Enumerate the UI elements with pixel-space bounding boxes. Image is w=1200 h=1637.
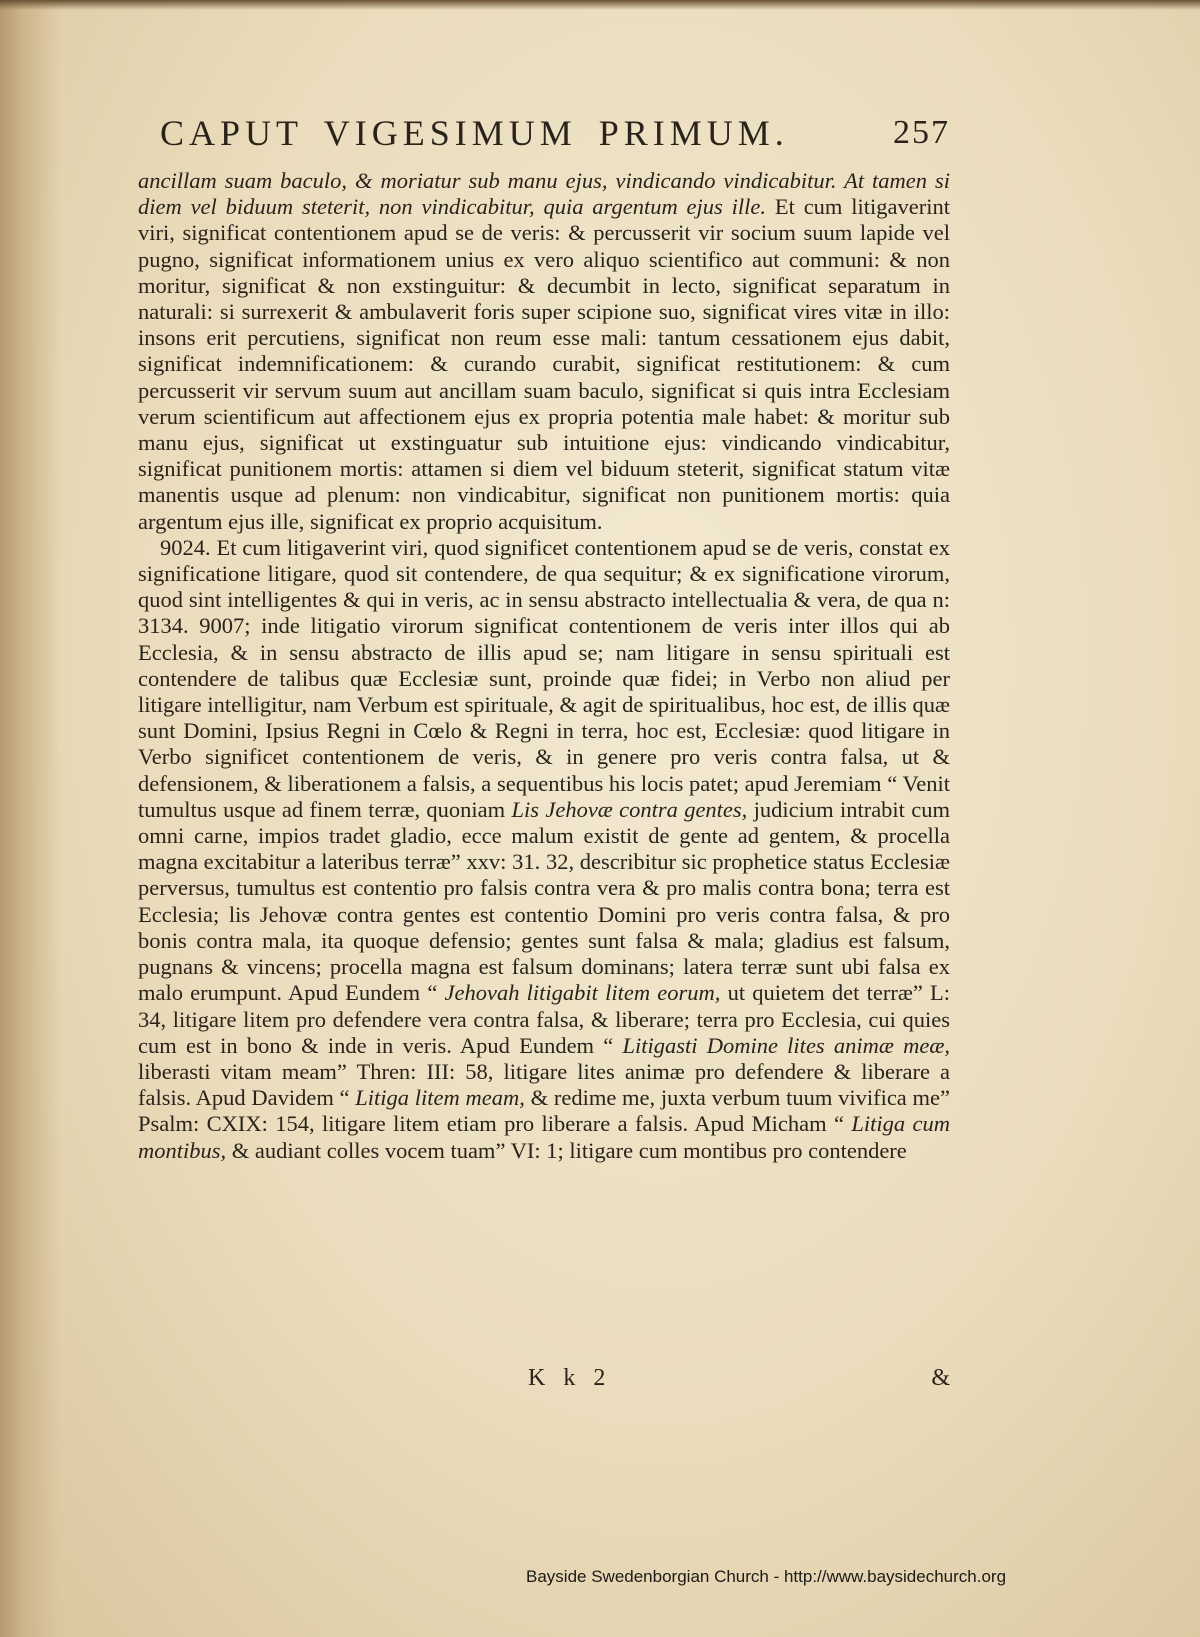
text-run: Litiga cum montibus, xyxy=(138,1111,950,1163)
page-footer xyxy=(138,1365,950,1395)
paragraph-9024 xyxy=(138,535,950,1164)
signature-mark: K k 2 xyxy=(528,1365,612,1391)
text-run: Et cum litigaverint viri, significat contentionem apud se de veris: & percusserit vir socium suum lapide vel pugno, significat informationem unius ex vero aliquo scientifico aut communi: & non moritur, significat & non exstinguitur: & decumbit in lecto, significat separatum in naturali: si surrexerit & ambulaverit foris super scipione suo, significat vires vitæ in illo: insons erit percutiens, significat non reum esse mali: tantum cessationem ejus dabit, significat indemnificationem: & curando curabit, significat restitutionem: & cum percusserit vir servum suum aut ancillam suam baculo, significat si quis intra Ecclesiam verum scientificum aut affectionem ejus ex propria potentia male habet: & moritur sub manu ejus, significat ut exstinguatur sub intuitione ejus: vindicando vindicabitur, significat punitionem mortis: attamen si diem vel biduum steterit, significat statum vitæ manentis usque ad plenum: non vindicabitur, significat non punitionem mortis: quia argentum ejus ille, significat ex proprio acquisitum. xyxy=(138,194,950,534)
page-top-edge xyxy=(0,0,1200,10)
paragraph-continued xyxy=(138,168,950,535)
running-title: CAPUT VIGESIMUM PRIMUM. xyxy=(160,113,789,153)
text-run: liberasti vitam meam” Thren: III: 58, litigare lites animæ pro defendere & liberare a falsis. Apud Davidem “ xyxy=(138,1058,950,1111)
page-header xyxy=(160,112,950,162)
site-watermark: Bayside Swedenborgian Church - http://www.baysidechurch.org xyxy=(526,1567,1007,1586)
text-run: Lis Jehovæ contra gentes, xyxy=(511,796,748,822)
text-run: Jehovah litigabit litem eorum, xyxy=(444,980,721,1006)
page-spine-shadow xyxy=(0,0,60,1637)
text-run: & audiant colles vocem tuam” VI: 1; litigare cum montibus pro contendere xyxy=(226,1137,907,1163)
text-run: Litigasti Domine lites animæ meæ, xyxy=(622,1032,950,1058)
text-run: ancillam suam baculo, & moriatur sub manu ejus, vindicando vindicabitur. At tamen si diem vel biduum steterit, non vindicabitur, quia argentum ejus ille. xyxy=(138,168,950,220)
text-run: Litiga litem meam, xyxy=(355,1085,525,1111)
text-run: & redime me, juxta verbum tuum vivifica me” Psalm: CXIX: 154, litigare litem etiam pro liberare a falsis. Apud Micham “ xyxy=(138,1085,950,1137)
main-text xyxy=(138,168,950,1164)
page-number: 257 xyxy=(893,114,950,151)
text-run: ut quietem det terræ” L: 34, litigare litem pro defendere vera contra falsa, & liberare; terra pro Ecclesia, cui quies cum est in bono & inde in veris. Apud Eundem “ xyxy=(138,980,950,1058)
text-run: judicium intrabit cum omni carne, impios tradet gladio, ecce malum existit de gente ad gentem, & procella magna excitabitur a lateribus terræ” xxv: 31. 32, describitur sic prophetice status Ecclesiæ perversus, tumultus est contentio pro falsis contra vera & pro malis contra bona; terra est Ecclesia; lis Jehovæ contra gentes est contentio Domini pro veris contra falsa, & pro bonis contra mala, ita quoque defensio; gentes sunt falsa & mala; gladius est falsum, pugnans & vincens; procella magna est falsum dominans; latera terræ sunt ubi falsa ex malo erumpunt. Apud Eundem “ xyxy=(138,796,950,1006)
catchword: & xyxy=(931,1365,950,1391)
text-run: 9024. Et cum litigaverint viri, quod significet contentionem apud se de veris, constat ex significatione litigare, quod sit contendere, de qua sequitur; & ex significatione virorum, quod sint intelligentes & qui in veris, ac in sensu abstracto intellectualia & vera, de qua n: 3134. 9007; inde litigatio virorum significat contentionem de veris inter illos qui ab Ecclesia, & in sensu abstracto de illis apud se; nam litigare in sensu spirituali est contendere de talibus quæ Ecclesiæ sunt, proinde quæ fidei; in Verbo non aliud per litigare intelligitur, nam Verbum est spirituale, & agit de spiritualibus, hoc est, de illis quæ sunt Domini, Ipsius Regni in Cœlo & Regni in terra, hoc est, Ecclesiæ: quod litigare in Verbo significet contentionem de veris, & in genere pro veris contra falsa, ut & defensionem, & liberationem a falsis, a sequentibus his locis patet; apud Jeremiam “ Venit tumultus usque ad finem terræ, quoniam xyxy=(138,534,950,822)
